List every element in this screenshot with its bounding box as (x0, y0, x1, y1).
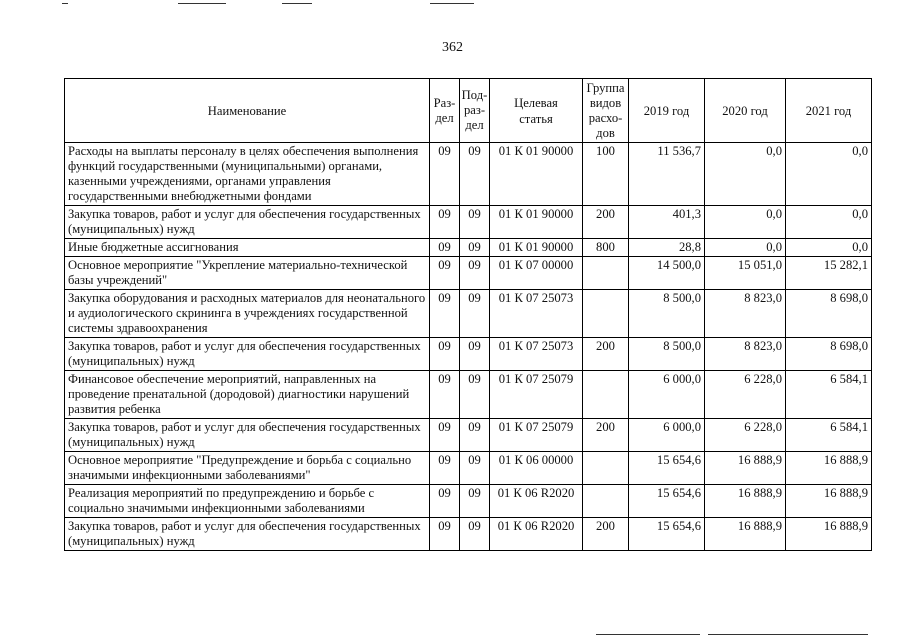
row-group (583, 485, 629, 518)
row-name: Основное мероприятие "Укрепление материально-технической базы учреждений" (65, 257, 430, 290)
row-group: 200 (583, 419, 629, 452)
col-header-subsection: Под- раз- дел (460, 79, 490, 143)
row-subsection: 09 (460, 371, 490, 419)
col-header-group: Группа видов расхо- дов (583, 79, 629, 143)
scan-artifact-line (430, 3, 474, 4)
row-section: 09 (430, 485, 460, 518)
row-group: 200 (583, 338, 629, 371)
row-target: 01 К 07 25079 (490, 371, 583, 419)
row-2020: 0,0 (705, 239, 786, 257)
row-target: 01 К 01 90000 (490, 143, 583, 206)
col-header-target: Целевая статья (490, 79, 583, 143)
row-2019: 15 654,6 (629, 485, 705, 518)
row-name: Закупка товаров, работ и услуг для обеспечения государственных (муниципальных) нужд (65, 338, 430, 371)
row-section: 09 (430, 143, 460, 206)
col-header-2019-text: 2019 год (643, 103, 690, 118)
row-2020: 8 823,0 (705, 338, 786, 371)
page-number: 362 (442, 40, 463, 55)
row-name: Закупка товаров, работ и услуг для обеспечения государственных (муниципальных) нужд (65, 419, 430, 452)
row-2019: 8 500,0 (629, 338, 705, 371)
row-name: Закупка товаров, работ и услуг для обеспечения государственных (муниципальных) нужд (65, 518, 430, 551)
row-group: 800 (583, 239, 629, 257)
row-section: 09 (430, 239, 460, 257)
row-section: 09 (430, 371, 460, 419)
scan-artifact-line (62, 3, 68, 4)
row-subsection: 09 (460, 206, 490, 239)
row-group: 200 (583, 206, 629, 239)
row-subsection: 09 (460, 518, 490, 551)
table-header-row (65, 79, 872, 143)
row-2020: 8 823,0 (705, 290, 786, 338)
row-group: 200 (583, 518, 629, 551)
table-row (65, 143, 872, 206)
row-target: 01 К 06 R2020 (490, 518, 583, 551)
row-2020: 16 888,9 (705, 485, 786, 518)
row-2021: 8 698,0 (786, 290, 872, 338)
row-name: Реализация мероприятий по предупреждению и борьбе с социально значимыми инфекционными заболеваниями (65, 485, 430, 518)
row-2020: 16 888,9 (705, 452, 786, 485)
table-row (65, 518, 872, 551)
row-target: 01 К 06 00000 (490, 452, 583, 485)
table-row (65, 239, 872, 257)
row-2020: 16 888,9 (705, 518, 786, 551)
col-header-name-text: Наименование (207, 103, 287, 118)
row-name: Финансовое обеспечение мероприятий, направленных на проведение пренатальной (дородовой) диагностики нарушений развития ребенка (65, 371, 430, 419)
row-2021: 0,0 (786, 206, 872, 239)
row-subsection: 09 (460, 257, 490, 290)
row-section: 09 (430, 257, 460, 290)
row-2020: 6 228,0 (705, 419, 786, 452)
row-2019: 15 654,6 (629, 452, 705, 485)
row-target: 01 К 06 R2020 (490, 485, 583, 518)
row-target: 01 К 01 90000 (490, 206, 583, 239)
row-subsection: 09 (460, 452, 490, 485)
row-group (583, 290, 629, 338)
col-header-2021 (786, 79, 872, 143)
row-section: 09 (430, 206, 460, 239)
table-row (65, 338, 872, 371)
row-2021: 16 888,9 (786, 452, 872, 485)
row-2020: 0,0 (705, 143, 786, 206)
row-target: 01 К 07 25073 (490, 338, 583, 371)
scan-artifact-line (282, 3, 312, 4)
row-section: 09 (430, 290, 460, 338)
row-name: Расходы на выплаты персоналу в целях обеспечения выполнения функций государственными (муниципальными) органами, казенными учреждениями, органами управления государственными внебюджетными фондами (65, 143, 430, 206)
col-header-2020 (705, 79, 786, 143)
row-2021: 15 282,1 (786, 257, 872, 290)
row-2019: 401,3 (629, 206, 705, 239)
row-target: 01 К 01 90000 (490, 239, 583, 257)
scan-artifact-line (596, 634, 700, 635)
row-2021: 0,0 (786, 143, 872, 206)
row-2021: 6 584,1 (786, 419, 872, 452)
row-2021: 8 698,0 (786, 338, 872, 371)
row-name: Закупка оборудования и расходных материалов для неонатального и аудиологического скрининга в учреждениях государственной системы здравоохранения (65, 290, 430, 338)
row-section: 09 (430, 518, 460, 551)
table-row (65, 452, 872, 485)
row-2019: 6 000,0 (629, 371, 705, 419)
row-2019: 14 500,0 (629, 257, 705, 290)
row-subsection: 09 (460, 419, 490, 452)
row-section: 09 (430, 452, 460, 485)
row-2021: 16 888,9 (786, 485, 872, 518)
row-subsection: 09 (460, 485, 490, 518)
row-2020: 0,0 (705, 206, 786, 239)
col-header-2020-text: 2020 год (722, 103, 768, 118)
row-subsection: 09 (460, 338, 490, 371)
budget-table (64, 78, 872, 551)
row-subsection: 09 (460, 143, 490, 206)
row-group (583, 371, 629, 419)
table-row (65, 290, 872, 338)
row-name: Иные бюджетные ассигнования (65, 239, 430, 257)
col-header-2019 (629, 79, 705, 143)
row-2019: 15 654,6 (629, 518, 705, 551)
row-2021: 16 888,9 (786, 518, 872, 551)
row-target: 01 К 07 25079 (490, 419, 583, 452)
row-2021: 6 584,1 (786, 371, 872, 419)
row-subsection: 09 (460, 290, 490, 338)
row-target: 01 К 07 25073 (490, 290, 583, 338)
row-name: Закупка товаров, работ и услуг для обеспечения государственных (муниципальных) нужд (65, 206, 430, 239)
table-row (65, 371, 872, 419)
col-header-section: Раз- дел (430, 79, 460, 143)
scan-artifact-line (178, 3, 226, 4)
row-section: 09 (430, 338, 460, 371)
row-2020: 6 228,0 (705, 371, 786, 419)
row-group (583, 452, 629, 485)
row-2019: 28,8 (629, 239, 705, 257)
row-2019: 11 536,7 (629, 143, 705, 206)
col-header-name (65, 79, 430, 143)
row-group: 100 (583, 143, 629, 206)
row-subsection: 09 (460, 239, 490, 257)
scan-artifact-line (708, 634, 868, 635)
row-target: 01 К 07 00000 (490, 257, 583, 290)
table-row (65, 206, 872, 239)
row-name: Основное мероприятие "Предупреждение и борьба с социально значимыми инфекционными заболеваниями" (65, 452, 430, 485)
table-row (65, 257, 872, 290)
row-2019: 8 500,0 (629, 290, 705, 338)
table-row (65, 485, 872, 518)
row-2019: 6 000,0 (629, 419, 705, 452)
col-header-2021-text: 2021 год (805, 103, 852, 118)
row-group (583, 257, 629, 290)
row-section: 09 (430, 419, 460, 452)
row-2020: 15 051,0 (705, 257, 786, 290)
table-row (65, 419, 872, 452)
row-2021: 0,0 (786, 239, 872, 257)
